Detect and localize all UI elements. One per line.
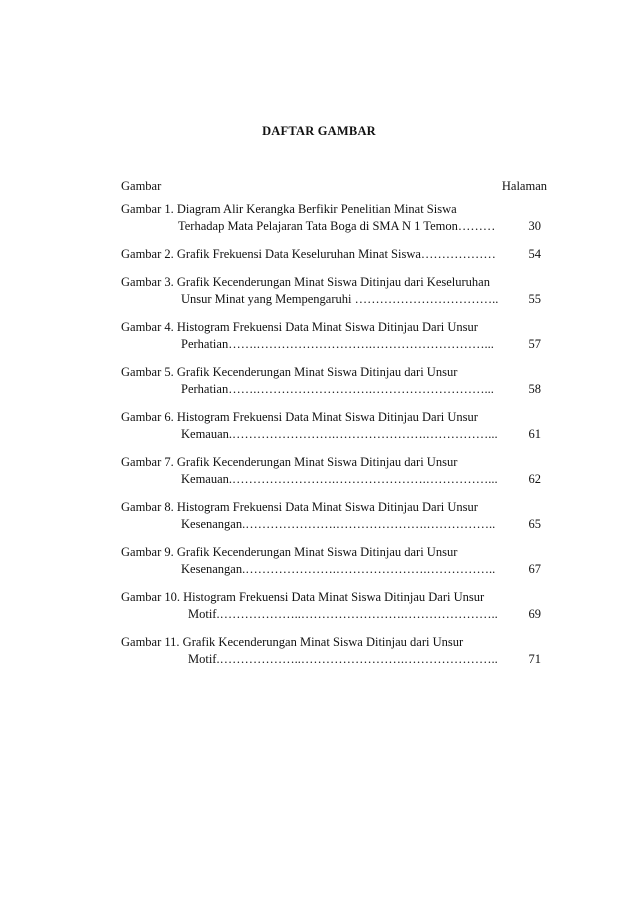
figure-entry: [121, 634, 541, 668]
figure-entry-line2: Kesenangan.………………….………………….……………..: [181, 562, 496, 576]
figure-entry-page: 57: [528, 337, 541, 351]
figure-entry-page: 55: [528, 292, 541, 306]
figure-entry-line1: Gambar 11. Grafik Kecenderungan Minat Siswa Ditinjau dari Unsur: [121, 635, 464, 649]
column-header-halaman: Halaman: [501, 179, 547, 193]
figure-entry-line1: Gambar 8. Histogram Frekuensi Data Minat Siswa Ditinjau Dari Unsur: [121, 500, 478, 514]
figure-entry-line2: Kesenangan.………………….………………….……………..: [181, 517, 496, 531]
figure-entry: [121, 364, 541, 398]
figure-entry-line1: Gambar 10. Histogram Frekuensi Data Minat Siswa Ditinjau Dari Unsur: [121, 590, 485, 604]
figure-entry: [121, 544, 541, 578]
figure-entry-page: 65: [528, 517, 541, 531]
figure-entry-line1: Gambar 4. Histogram Frekuensi Data Minat Siswa Ditinjau Dari Unsur: [121, 320, 478, 334]
figure-entry: [121, 499, 541, 533]
figure-entry: [121, 454, 541, 488]
figure-entry-line1: Gambar 7. Grafik Kecenderungan Minat Siswa Ditinjau dari Unsur: [121, 455, 458, 469]
figure-entry-line2: Terhadap Mata Pelajaran Tata Boga di SMA N 1 Temon………: [178, 219, 496, 233]
figure-list: [121, 201, 541, 679]
column-header-gambar: Gambar: [121, 179, 162, 193]
figure-entry-line2: Kemauan.…………………….………………….……………...: [181, 427, 498, 441]
column-header: [121, 179, 547, 194]
figure-entry-page: 69: [528, 607, 541, 621]
figure-entry-line2: Perhatian…….……………………….………………………...: [181, 382, 494, 396]
figure-entry-line2: Perhatian…….……………………….………………………...: [181, 337, 494, 351]
figure-entry-line2: Motif.………………..…………………….…………………..: [188, 652, 498, 666]
figure-entry: [121, 201, 541, 235]
figure-entry-line1: Gambar 9. Grafik Kecenderungan Minat Siswa Ditinjau dari Unsur: [121, 545, 458, 559]
figure-entry-line1: Gambar 6. Histogram Frekuensi Data Minat Siswa Ditinjau Dari Unsur: [121, 410, 478, 424]
figure-entry: [121, 589, 541, 623]
figure-entry: [121, 274, 541, 308]
figure-entry-line1: Gambar 3. Grafik Kecenderungan Minat Siswa Ditinjau dari Keseluruhan: [121, 275, 490, 289]
figure-entry: [121, 319, 541, 353]
figure-entry-line2: Unsur Minat yang Mempengaruhi ……………………………..: [181, 292, 499, 306]
figure-entry-page: 62: [528, 472, 541, 486]
figure-entry-line1: Gambar 1. Diagram Alir Kerangka Berfikir Penelitian Minat Siswa: [121, 202, 457, 216]
figure-entry-page: 30: [528, 219, 541, 233]
figure-entry-page: 71: [528, 652, 541, 666]
figure-entry-page: 54: [528, 247, 541, 261]
figure-entry-line2: Kemauan.…………………….………………….……………...: [181, 472, 498, 486]
figure-entry-page: 58: [528, 382, 541, 396]
figure-entry-line2: Motif.………………..…………………….…………………..: [188, 607, 498, 621]
figure-entry: [121, 409, 541, 443]
page-title: DAFTAR GAMBAR: [262, 124, 376, 138]
figure-entry-line1: Gambar 5. Grafik Kecenderungan Minat Siswa Ditinjau dari Unsur: [121, 365, 458, 379]
figure-entry-page: 61: [528, 427, 541, 441]
figure-entry-line1: Gambar 2. Grafik Frekuensi Data Keseluruhan Minat Siswa………………: [121, 247, 496, 261]
figure-entry-page: 67: [528, 562, 541, 576]
figure-entry: [121, 246, 541, 263]
